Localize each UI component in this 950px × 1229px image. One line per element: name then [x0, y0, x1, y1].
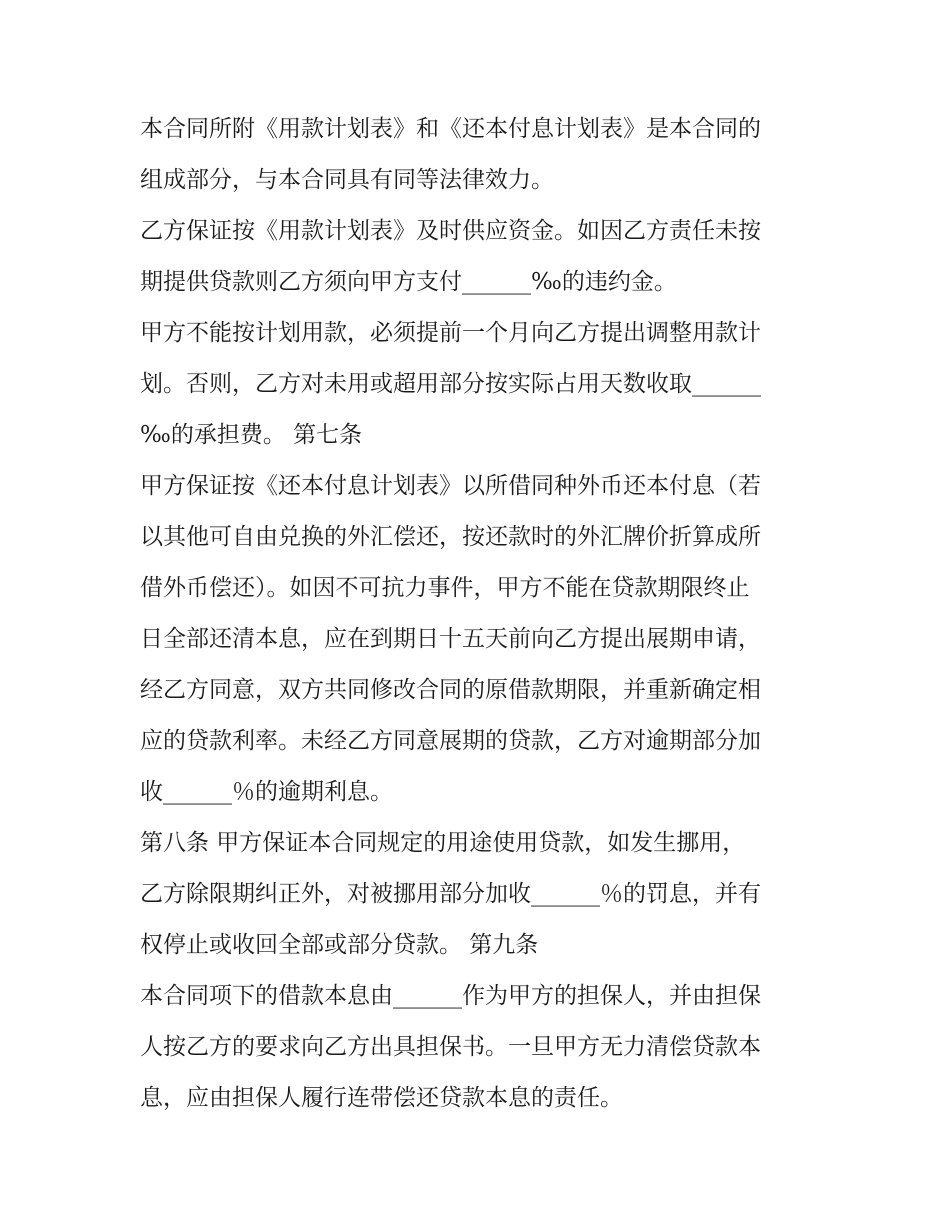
- text-line: 期提供贷款则乙方须向甲方支付______‰的违约金。: [140, 269, 677, 295]
- text-line: 组成部分，与本合同具有同等法律效力。: [140, 167, 554, 193]
- text-line: 乙方除限期纠正外，对被挪用部分加收______％的罚息，并有: [140, 881, 761, 907]
- text-line: 权停止或收回全部或部分贷款。 第九条: [140, 932, 539, 958]
- text-line: 日全部还清本息，应在到期日十五天前向乙方提出展期申请，: [140, 626, 761, 652]
- text-line: 以其他可自由兑换的外汇偿还，按还款时的外汇牌价折算成所: [140, 524, 761, 550]
- text-line: 甲方保证按《还本付息计划表》以所借同种外币还本付息（若: [140, 473, 761, 499]
- text-line: 第八条 甲方保证本合同规定的用途使用贷款，如发生挪用，: [140, 830, 746, 856]
- contract-text-body: [140, 104, 820, 1124]
- text-line: 经乙方同意，双方共同修改合同的原借款期限，并重新确定相: [140, 677, 761, 703]
- text-line: 应的贷款利率。未经乙方同意展期的贷款，乙方对逾期部分加: [140, 728, 761, 754]
- text-line: 人按乙方的要求向乙方出具担保书。一旦甲方无力清偿贷款本: [140, 1034, 761, 1060]
- text-line: 划。否则，乙方对未用或超用部分按实际占用天数收取______: [140, 371, 761, 397]
- text-line: 本合同所附《用款计划表》和《还本付息计划表》是本合同的: [140, 116, 761, 142]
- text-line: 借外币偿还）。如因不可抗力事件，甲方不能在贷款期限终止: [140, 575, 750, 601]
- text-line: 收______％的逾期利息。: [140, 779, 393, 805]
- text-line: 甲方不能按计划用款，必须提前一个月向乙方提出调整用款计: [140, 320, 761, 346]
- text-line: ‰的承担费。 第七条: [140, 422, 363, 448]
- text-line: 息，应由担保人履行连带偿还贷款本息的责任。: [140, 1085, 623, 1111]
- text-line: 本合同项下的借款本息由______作为甲方的担保人，并由担保: [140, 983, 761, 1009]
- text-line: 乙方保证按《用款计划表》及时供应资金。如因乙方责任未按: [140, 218, 761, 244]
